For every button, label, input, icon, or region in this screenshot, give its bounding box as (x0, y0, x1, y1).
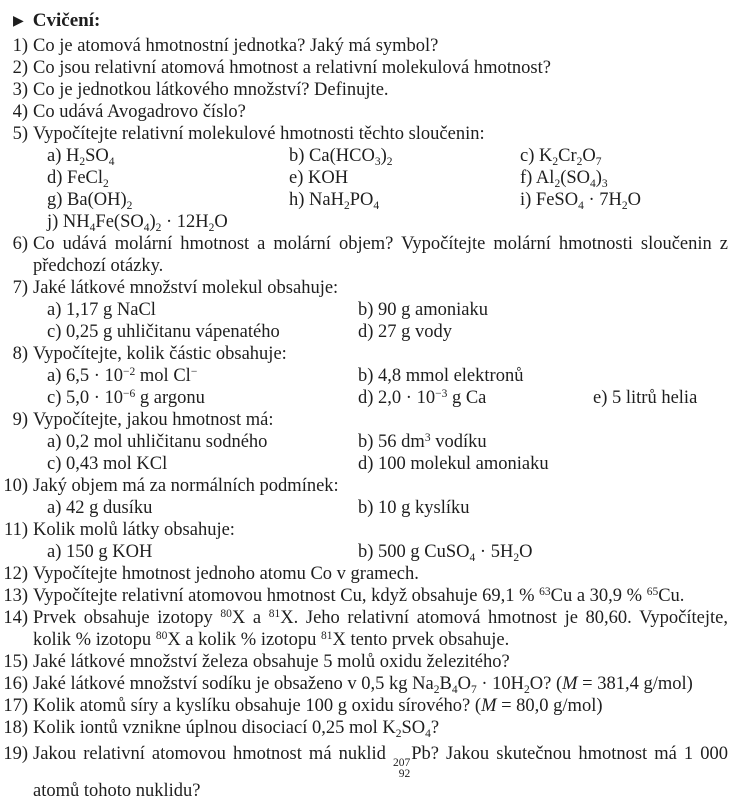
question-11 (0, 519, 743, 541)
question-8-option-a: a) $6,5 \cdot 10^{-2}$ mol Cl− (47, 366, 198, 386)
question-12-text: Vypočítejte hmotnost jednoho atomu Co v gramech. (33, 564, 419, 584)
question-5-option-i: i) FeSO$_4$ · $7H_2O$ (520, 190, 641, 212)
question-5-option-f: f) $Al_2(SO_4)_3$ (520, 168, 608, 190)
question-5-options-row-4 (0, 211, 743, 233)
question-11-option-b: b) 500 g CuSO$_4$ · $5H_2O$ (358, 542, 533, 564)
question-11-text: Kolik molů látky obsahuje: (33, 520, 235, 540)
question-9 (0, 409, 743, 431)
question-15-number: 15) (3, 652, 28, 672)
question-9-option-a: a) 0,2 mol uhličitanu sodného (47, 432, 268, 452)
question-1-number: 1) (12, 36, 28, 56)
question-16-number: 16) (3, 674, 28, 694)
question-10-options-row-1 (0, 497, 743, 519)
question-19-number: 19) (3, 744, 28, 764)
question-13-text: Vypočítejte relativní atomovou hmotnost Cu, když obsahuje 69,1 % $^{63}$Cu a 30,9 % $^{65}$Cu. (33, 586, 685, 606)
question-4 (0, 101, 743, 123)
question-7-text: Jaké látkové množství molekul obsahuje: (33, 278, 339, 298)
question-4-number: 4) (12, 102, 28, 122)
question-4-text: Co udává Avogadrovo číslo? (33, 102, 246, 122)
question-8-option-b: b) 4,8 mmol elektronů (358, 366, 524, 386)
question-3 (0, 79, 743, 101)
question-5-option-h: h) $NaH_2PO_4$ (289, 190, 380, 212)
question-5-options-row-3 (0, 189, 743, 211)
question-8-number: 8) (12, 344, 28, 364)
question-8-option-d: d) $2,0 \cdot 10^{-3}$ g Ca (358, 388, 487, 408)
question-14 (0, 607, 743, 651)
question-11-option-a: a) 150 g KOH (47, 542, 153, 562)
question-9-text: Vypočítejte, jakou hmotnost má: (33, 410, 274, 430)
question-5-option-b: b) $Ca(HCO_3)_2$ (289, 146, 393, 168)
question-11-number: 11) (4, 520, 28, 540)
question-8-options-row-1 (0, 365, 743, 387)
question-9-option-b: b) 56 $dm^3$ vodíku (358, 432, 487, 452)
question-1 (0, 35, 743, 57)
question-5-text: Vypočítejte relativní molekulové hmotnosti těchto sloučenin: (33, 124, 485, 144)
question-11-options-row-1 (0, 541, 743, 563)
question-5-option-c: c) $K_2Cr_2O_7$ (520, 146, 602, 168)
question-2-text: Co jsou relativní atomová hmotnost a relativní molekulová hmotnost? (33, 58, 551, 78)
question-13 (0, 585, 743, 607)
question-5-number: 5) (12, 124, 28, 144)
question-1-text: Co je atomová hmotnostní jednotka? Jaký má symbol? (33, 36, 439, 56)
question-6-text: Co udává molární hmotnost a molární objem? Vypočítejte molární hmotnosti sloučenin z předchozí otázky. (33, 234, 728, 276)
question-5-option-d: d) FeCl$_2$ (47, 168, 109, 190)
question-7-option-c: c) 0,25 g uhličitanu vápenatého (47, 322, 280, 342)
question-5-option-e: e) KOH (289, 168, 349, 188)
triangle-bullet-icon: ▶ (13, 14, 24, 29)
question-8-options-row-2 (0, 387, 743, 409)
question-5-option-g: g) $Ba(OH)_2$ (47, 190, 133, 212)
question-6 (0, 233, 743, 277)
question-7-option-a: a) 1,17 g NaCl (47, 300, 156, 320)
question-15-text: Jaké látkové množství železa obsahuje 5 molů oxidu železitého? (33, 652, 510, 672)
question-16-text: Jaké látkové množství sodíku je obsaženo v 0,5 kg $Na_2B_4O_7 \cdot 10H_2O$? (M = 381,4 g/mol) (33, 674, 693, 696)
question-10-text: Jaký objem má za normálních podmínek: (33, 476, 339, 496)
question-2-number: 2) (12, 58, 28, 78)
question-3-number: 3) (12, 80, 28, 100)
question-7-number: 7) (12, 278, 28, 298)
question-7-options-row-1 (0, 299, 743, 321)
question-9-option-d: d) 100 molekul amoniaku (358, 454, 549, 474)
question-18 (0, 717, 743, 739)
question-9-option-c: c) 0,43 mol KCl (47, 454, 168, 474)
question-5-options-row-2 (0, 167, 743, 189)
question-3-text: Co je jednotkou látkového množství? Definujte. (33, 80, 389, 100)
question-2 (0, 57, 743, 79)
question-19-text: Jakou relativní atomovou hmotnost má nuklid 207 92 Pb? Jakou skutečnou hmotnost má 1 000 atomů tohoto nuklidu? (33, 744, 728, 801)
question-10 (0, 475, 743, 497)
question-17 (0, 695, 743, 717)
question-8 (0, 343, 743, 365)
question-6-number: 6) (12, 234, 28, 254)
question-9-options-row-2 (0, 453, 743, 475)
question-14-number: 14) (3, 608, 28, 628)
question-5-option-a: a) $H_2SO_4$ (47, 146, 115, 168)
question-7 (0, 277, 743, 299)
question-9-number: 9) (12, 410, 28, 430)
question-10-option-a: a) 42 g dusíku (47, 498, 153, 518)
question-12-number: 12) (3, 564, 28, 584)
question-5-options-row-1 (0, 145, 743, 167)
section-title: Cvičení: (32, 10, 101, 31)
question-7-option-b: b) 90 g amoniaku (358, 300, 488, 320)
question-19 (0, 743, 743, 802)
section-header (0, 8, 743, 35)
question-14-text: Prvek obsahuje izotopy $^{80}$X a $^{81}$X. Jeho relativní atomová hmotnost je 80,60. Vypočítejte, kolik % izotopu $^{80}$X a kolik % izotopu $^{81}$X tento prvek obsahuje. (33, 608, 729, 650)
question-18-number: 18) (3, 718, 28, 738)
question-5 (0, 123, 743, 145)
question-7-options-row-2 (0, 321, 743, 343)
question-5-option-j: j) $NH_4Fe(SO_4)_2 \cdot 12H_2O$ (47, 212, 228, 234)
question-9-options-row-1 (0, 431, 743, 453)
question-15 (0, 651, 743, 673)
question-16 (0, 673, 743, 695)
question-17-text: Kolik atomů síry a kyslíku obsahuje 100 g oxidu sírového? (M = 80,0 g/mol) (33, 696, 603, 716)
question-8-option-e: e) 5 litrů helia (593, 388, 698, 408)
question-10-number: 10) (3, 476, 28, 496)
question-10-option-b: b) 10 g kyslíku (358, 498, 470, 518)
question-12 (0, 563, 743, 585)
question-18-text: Kolik iontů vznikne úplnou disociací 0,25 mol $K_2SO_4$? (33, 718, 440, 740)
question-17-number: 17) (3, 696, 28, 716)
question-13-number: 13) (3, 586, 28, 606)
question-7-option-d: d) 27 g vody (358, 322, 453, 342)
question-8-text: Vypočítejte, kolik částic obsahuje: (33, 344, 287, 364)
question-8-option-c: c) $5,0 \cdot 10^{-6}$ g argonu (47, 388, 205, 408)
